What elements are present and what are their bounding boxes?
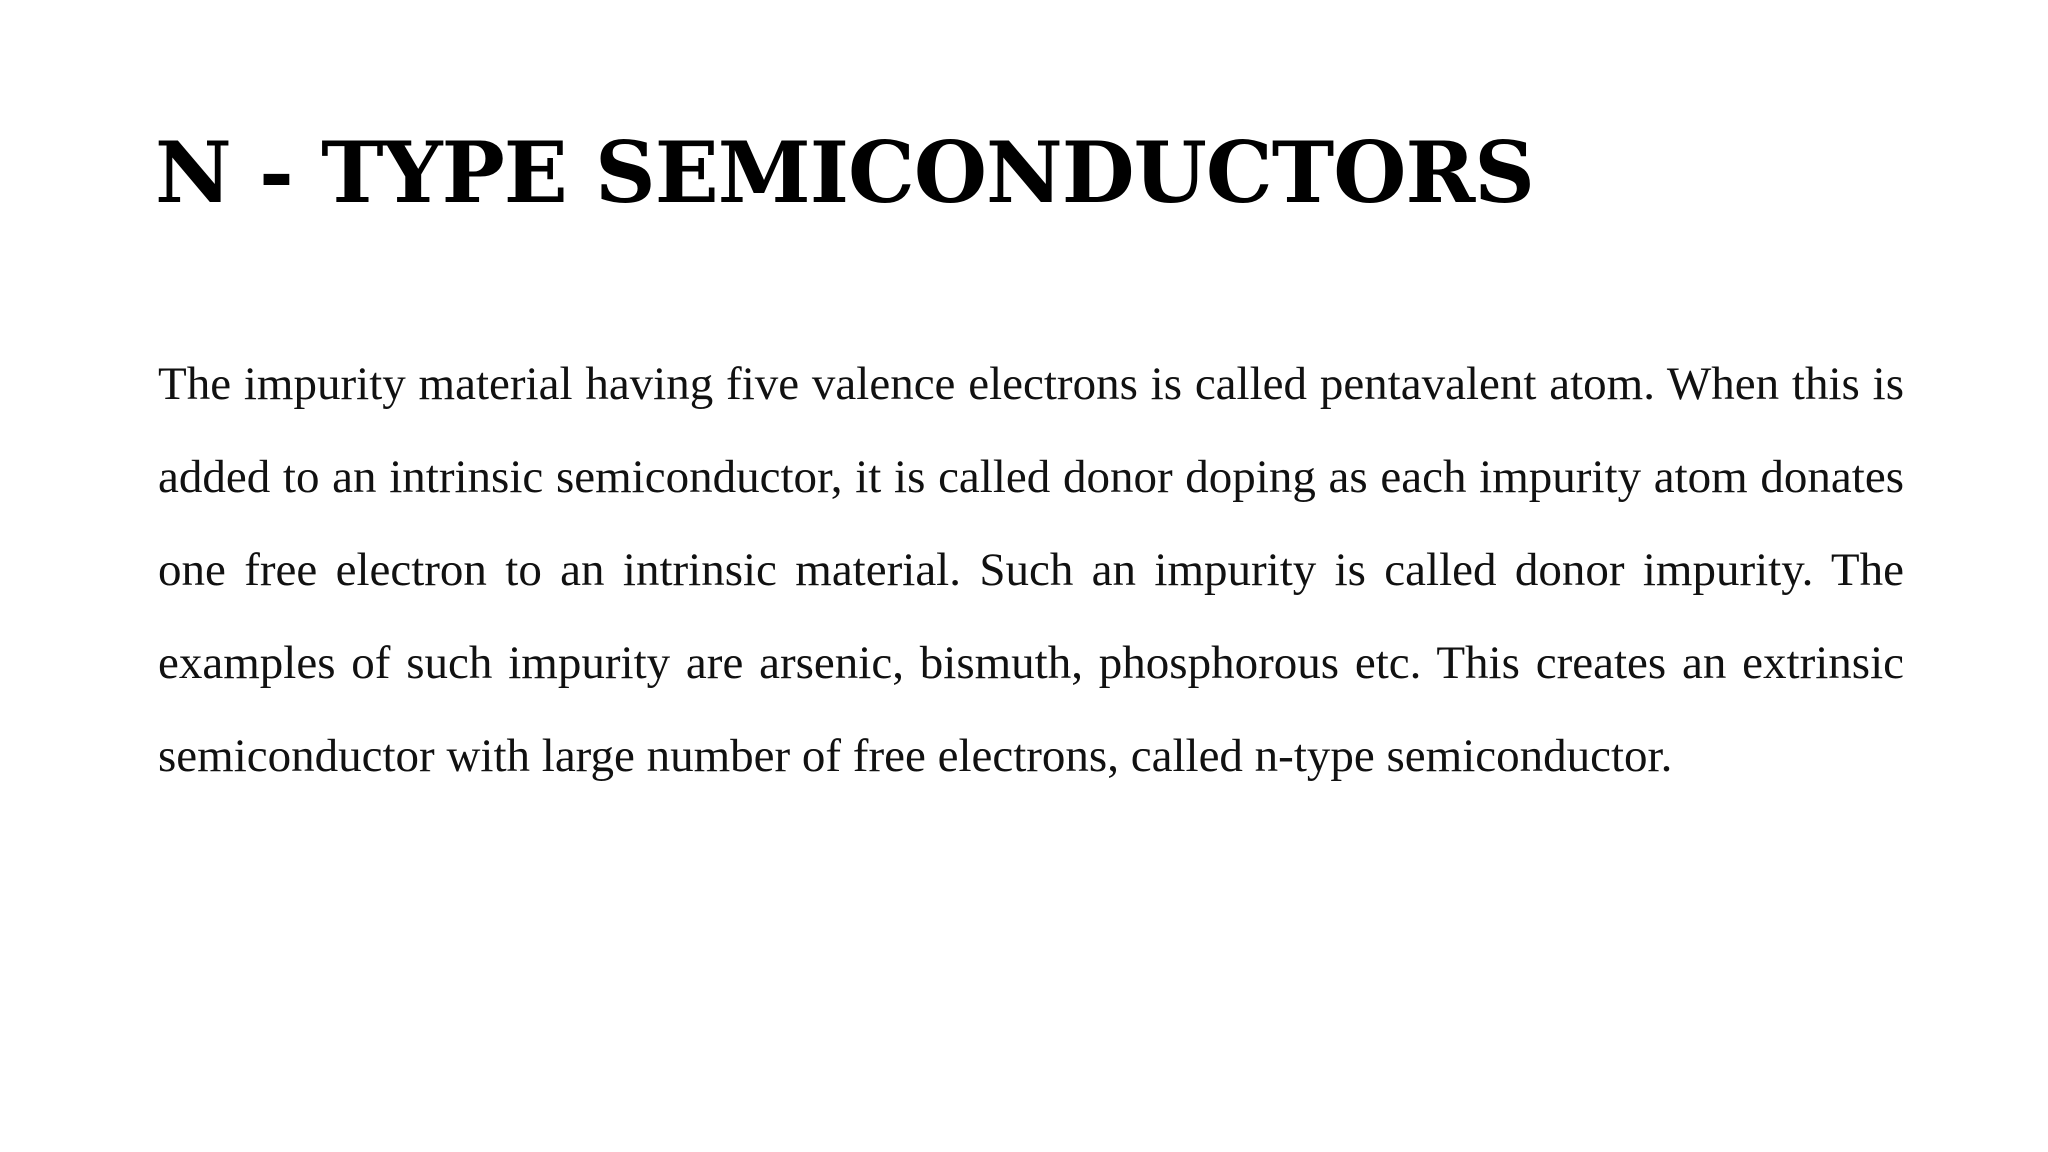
slide-body-text: The impurity material having five valence electrons is called pentavalent atom. When this is added to an intrinsic semiconductor, it is called donor doping as each impurity atom donates one free electron to an intrinsic material. Such an impurity is called donor impurity. The examples of such impurity are arsenic, bismuth, phosphorous etc. This creates an extrinsic semiconductor with large number of free electrons, called n-type semiconductor.: [158, 358, 1904, 782]
slide-title: N - TYPE SEMICONDUCTORS: [155, 123, 1534, 222]
